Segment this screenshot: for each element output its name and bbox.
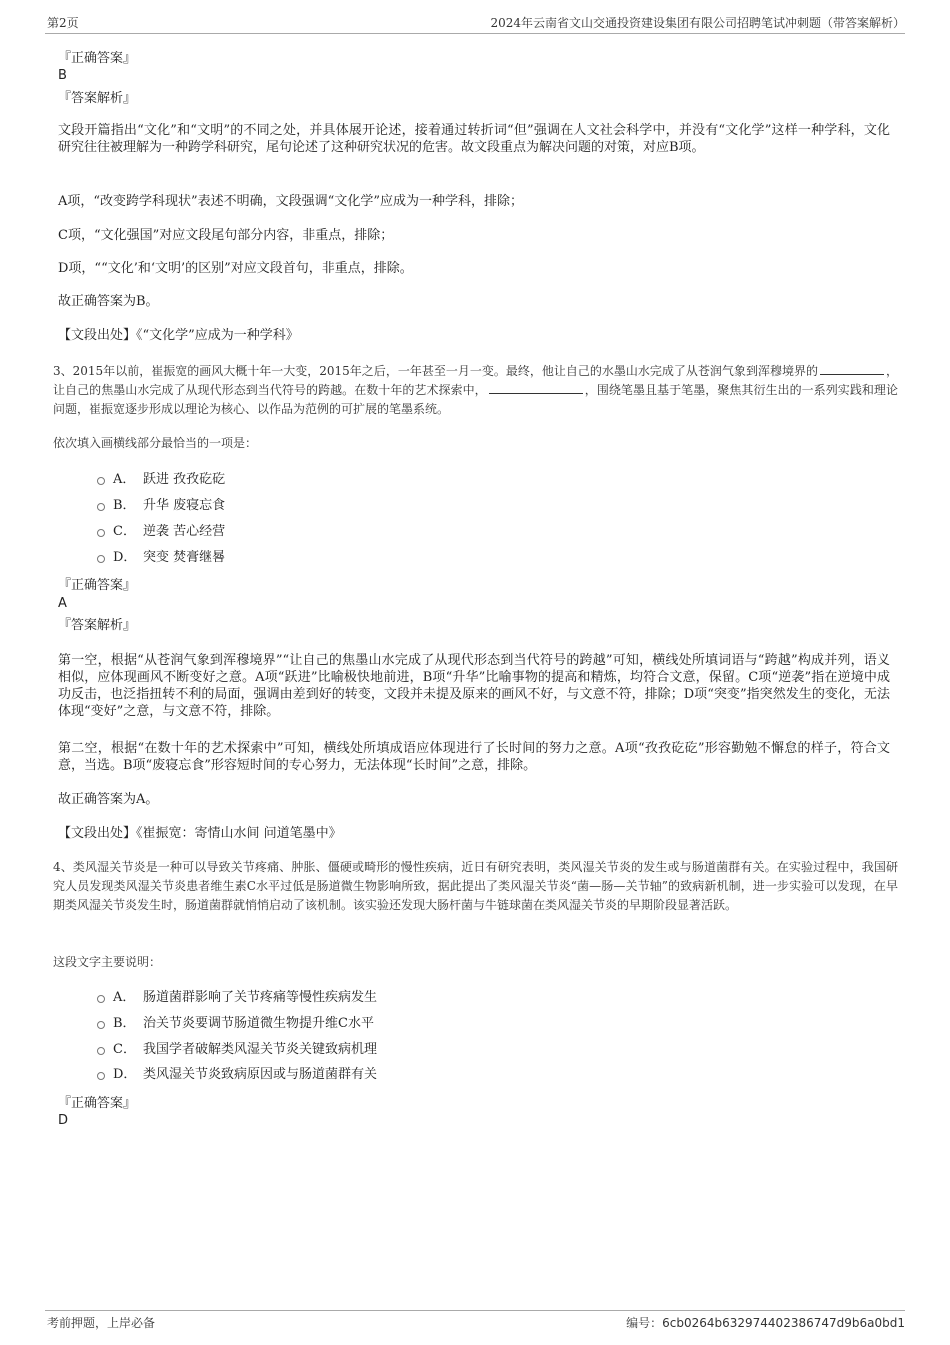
radio-icon[interactable] (97, 555, 105, 563)
radio-icon[interactable] (97, 477, 105, 485)
analysis-label: 『答案解析』 (58, 91, 137, 106)
option-text: 肠道菌群影响了关节疼痛等慢性疾病发生 (143, 990, 378, 1005)
option-letter: C． (113, 524, 136, 539)
option-letter: D． (113, 550, 137, 565)
analysis-label: 『答案解析』 (58, 618, 137, 633)
serial-value: 6cb0264b632974402386747d9b6a0bd1 (662, 1316, 905, 1330)
stem-text: 3、2015年以前，崔振宽的画风大概十年一大变，2015年之后，一年甚至一月一变。最终，他让自己的水墨山水完成了从苍润气象到浑穆境界 (53, 364, 806, 378)
serial-label: 编号： (626, 1316, 663, 1330)
option-letter: A． (113, 472, 136, 487)
answer-label: 『正确答案』 (58, 578, 137, 593)
radio-icon[interactable] (97, 995, 105, 1003)
option-text: 逆袭 苦心经营 (143, 524, 226, 539)
option-c[interactable] (97, 1041, 377, 1058)
question-stem (53, 362, 898, 419)
option-letter: D． (113, 1067, 137, 1082)
option-b[interactable] (97, 1015, 374, 1032)
analysis-option-d: D项，““文化’和‘文明’的区别”对应文段首句，非重点，排除。 (58, 261, 413, 276)
stem-text: 焦其衍生出的一系列实践和理论问题，崔振宽逐步形成以理论为核心、以作品为范例的可扩展的笔墨系统。 (53, 383, 898, 416)
radio-icon[interactable] (97, 529, 105, 537)
answer-value: B (58, 68, 67, 83)
page-number: 第2页 (47, 16, 79, 30)
option-text: 突变 焚膏继晷 (143, 550, 226, 565)
footer-divider (45, 1310, 905, 1311)
radio-icon[interactable] (97, 1021, 105, 1029)
option-text: 治关节炎要调节肠道微生物提升维C水平 (143, 1016, 374, 1031)
stem-text: ，让自己的焦墨山水完成了从现代形态到当代符号的跨越。在数十年的艺术探索中， (53, 364, 898, 397)
fill-blank (489, 383, 583, 394)
question-prompt: 这段文字主要说明： (53, 955, 162, 969)
option-text: 升华 废寝忘食 (143, 498, 226, 513)
option-letter: C． (113, 1042, 136, 1057)
fill-blank (820, 364, 884, 375)
answer-value: A (58, 596, 67, 611)
header-divider (45, 33, 905, 34)
analysis-paragraph: 第一空，根据“从苍润气象到浑穆境界”“让自己的焦墨山水完成了从现代形态到当代符号的跨越”可知，横线处所填词语与“跨越”构成并列，语义相似，应体现画风不断变好之意。A项“跃进”比喻极快地前进，B项“升华”比喻事物的提高和精炼，均符合文意，保留。C项“逆袭”指在逆境中成功反击，也泛指扭转不利的局面，强调由差到好的转变，文段并未提及原来的画风不好，与文意不符，排除；D项“突变”指突然发生的变化，无法体现“变好”之意，与文意不符，排除。 (58, 653, 890, 719)
option-letter: B． (113, 498, 136, 513)
option-text: 我国学者破解类风湿关节炎关键致病机理 (143, 1042, 378, 1057)
option-a[interactable] (97, 471, 225, 488)
conclusion: 故正确答案为B。 (58, 294, 159, 309)
answer-label: 『正确答案』 (58, 1096, 137, 1111)
radio-icon[interactable] (97, 1047, 105, 1055)
option-a[interactable] (97, 989, 377, 1006)
source-citation: 【文段出处】《“文化学”应成为一种学科》 (58, 328, 299, 343)
stem-text: ，围绕笔墨且基于笔墨，聚 (584, 383, 730, 397)
analysis-option-a: A项，“改变跨学科现状”表述不明确，文段强调“文化学”应成为一种学科，排除； (58, 194, 523, 209)
stem-text: 的 (805, 364, 818, 378)
option-c[interactable] (97, 523, 225, 540)
answer-label: 『正确答案』 (58, 51, 137, 66)
option-b[interactable] (97, 497, 225, 514)
document-title: 2024年云南省文山交通投资建设集团有限公司招聘笔试冲刺题（带答案解析） (490, 16, 905, 30)
option-letter: A． (113, 990, 136, 1005)
document-serial (626, 1314, 905, 1331)
option-text: 类风湿关节炎致病原因或与肠道菌群有关 (143, 1067, 378, 1082)
source-citation: 【文段出处】《崔振宽：寄情山水间 问道笔墨中》 (58, 826, 342, 841)
analysis-option-c: C项，“文化强国”对应文段尾句部分内容，非重点，排除； (58, 228, 394, 243)
analysis-paragraph: 第二空，根据“在数十年的艺术探索中”可知，横线处所填成语应体现进行了长时间的努力之意。A项“孜孜矻矻”形容勤勉不懈怠的样子，符合文意，当选。B项“废寝忘食”形容短时间的专心努力，无法体现“长时间”之意，排除。 (58, 741, 890, 773)
conclusion: 故正确答案为A。 (58, 792, 159, 807)
option-d[interactable] (97, 1066, 377, 1083)
question-stem: 4、类风湿关节炎是一种可以导致关节疼痛、肿胀、僵硬或畸形的慢性疾病，近日有研究表明，类风湿关节炎的发生或与肠道菌群有关。在实验过程中，我国研究人员发现类风湿关节炎患者维生素C水平过低是肠道微生物影响所致，据此提出了类风湿关节炎“菌—肠—关节轴”的致病新机制，进一步实验可以发现，在早期类风湿关节炎发生时，肠道菌群就悄悄启动了该机制。该实验还发现大肠杆菌与牛链球菌在类风湿关节炎的早期阶段显著活跃。 (53, 860, 898, 912)
radio-icon[interactable] (97, 503, 105, 511)
question-prompt: 依次填入画横线部分最恰当的一项是： (53, 436, 258, 450)
option-text: 跃进 孜孜矻矻 (143, 472, 226, 487)
answer-value: D (58, 1113, 69, 1128)
analysis-paragraph: 文段开篇指出“文化”和“文明”的不同之处，并具体展开论述，接着通过转折词“但”强调在人文社会科学中，并没有“文化学”这样一种学科，文化研究往往被理解为一种跨学科研究，尾句论述了这种研究状况的危害。故文段重点为解决问题的对策，对应B项。 (58, 123, 890, 155)
footer-slogan: 考前押题，上岸必备 (47, 1316, 156, 1330)
option-letter: B． (113, 1016, 136, 1031)
option-d[interactable] (97, 549, 225, 566)
radio-icon[interactable] (97, 1072, 105, 1080)
